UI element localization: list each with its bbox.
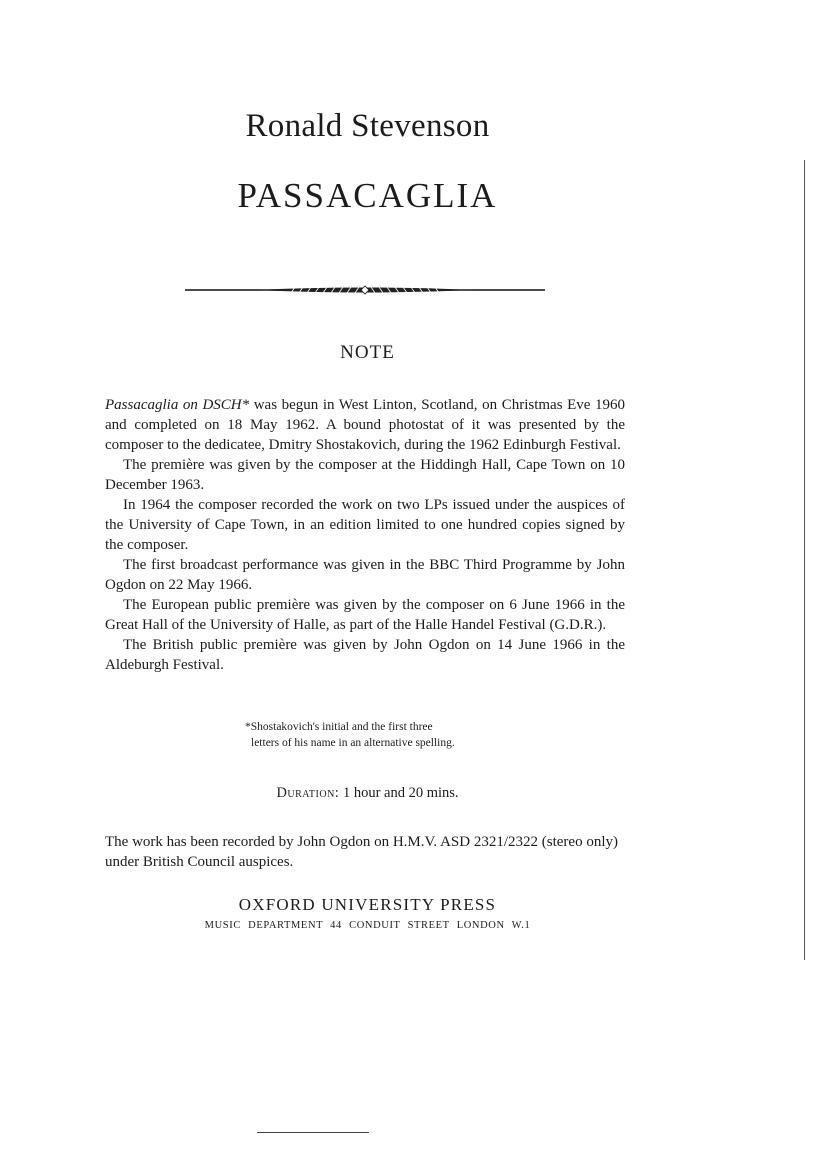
ornamental-divider [185,284,545,296]
note-paragraph-text: was begun in West Linton, Scotland, on Christmas Eve 1960 and completed on 18 May 1962. A bound photostat of it was presented by the composer to the dedicatee, Dmitry Shostakovich, during the 1962 Edinburgh Festival. [105,397,625,453]
page-edge-rule [804,160,805,960]
bottom-rule [257,1132,369,1133]
duration [0,785,735,802]
note-paragraph: The British public première was given by John Ogdon on 14 June 1966 in the Aldeburgh Festival. [105,637,625,673]
note-paragraph: In 1964 the composer recorded the work on two LPs issued under the auspices of the University of Cape Town, in an edition limited to one hundred copies signed by the composer. [105,497,625,553]
duration-value: 1 hour and 20 mins. [339,785,459,801]
note-body [105,395,625,675]
duration-label: Duration: [276,785,340,801]
note-paragraph: The première was given by the composer at the Hiddingh Hall, Cape Town on 10 December 1963. [105,457,625,493]
footnote-line: *Shostakovich's initial and the first three [245,721,433,733]
footnote [245,719,545,751]
recording-note: The work has been recorded by John Ogdon on H.M.V. ASD 2321/2322 (stereo only) under British Council auspices. [105,834,618,870]
work-title: PASSACAGLIA [237,176,498,215]
footnote-line: letters of his name in an alternative spelling. [251,737,455,749]
publisher-name: OXFORD UNIVERSITY PRESS [238,895,497,914]
note-paragraph: The European public première was given by the composer on 6 June 1966 in the Great Hall of the University of Halle, as part of the Halle Handel Festival (G.D.R.). [105,597,625,633]
note-paragraph: The first broadcast performance was given in the BBC Third Programme by John Ogdon on 22 May 1966. [105,557,625,593]
composer-name: Ronald Stevenson [245,108,490,144]
note-paragraph [105,395,625,455]
publisher-address: MUSIC DEPARTMENT 44 CONDUIT STREET LONDON W.1 [204,920,531,931]
note-heading: NOTE [340,342,395,363]
work-title-italic: Passacaglia on DSCH* [105,397,250,413]
